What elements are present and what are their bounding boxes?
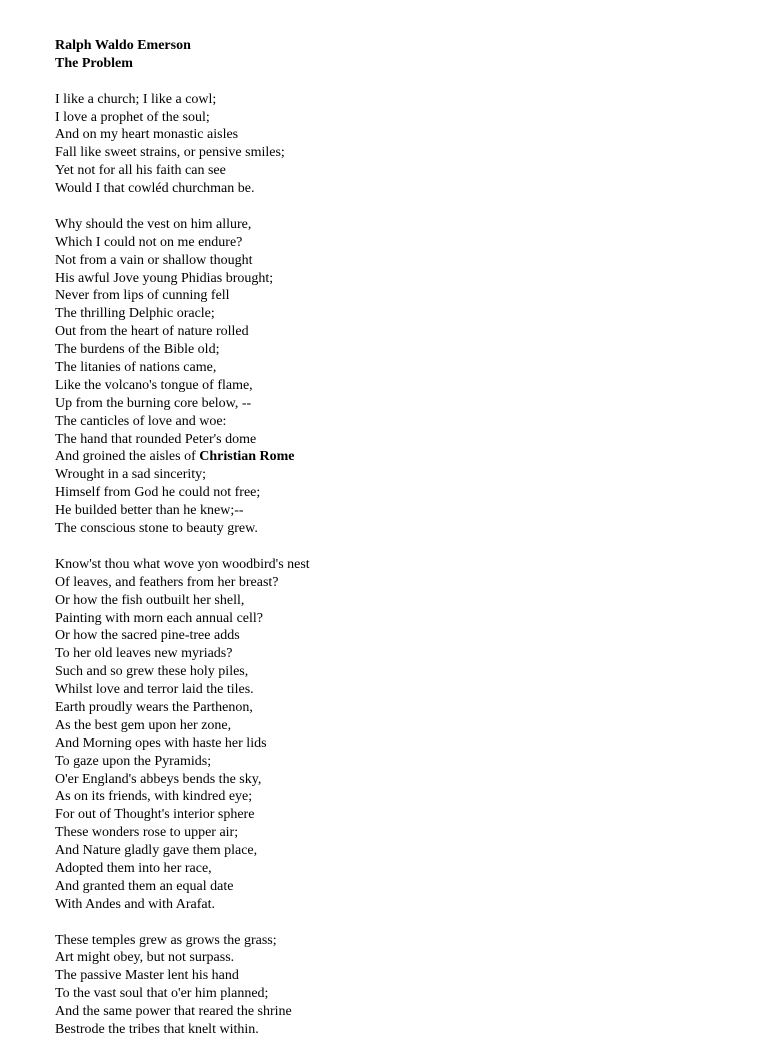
poem-line: Adopted them into her race, <box>55 860 212 876</box>
stanza-3 <box>55 556 735 914</box>
poem-line: I love a prophet of the soul; <box>55 109 210 125</box>
poem-line: Such and so grew these holy piles, <box>55 664 249 680</box>
stanza-4 <box>55 932 735 1039</box>
stanza-gap <box>55 914 735 932</box>
poem-line: Wrought in a sad sincerity; <box>55 467 207 483</box>
poem-line: For out of Thought's interior sphere <box>55 807 255 823</box>
author-name: Ralph Waldo Emerson <box>55 38 191 53</box>
poem-line: Earth proudly wears the Parthenon, <box>55 699 253 715</box>
poem-line: And granted them an equal date <box>55 878 234 894</box>
poem-line: The hand that rounded Peter's dome <box>55 431 257 447</box>
poem-line: I like a church; I like a cowl; <box>55 91 217 107</box>
poem-line: These temples grew as grows the grass; <box>55 932 277 948</box>
poem-line: Fall like sweet strains, or pensive smiles; <box>55 145 285 161</box>
stanza-2 <box>55 216 735 538</box>
poem-line: Out from the heart of nature rolled <box>55 324 249 340</box>
poem-line: Art might obey, but not surpass. <box>55 950 235 966</box>
poem-line: To her old leaves new myriads? <box>55 646 233 662</box>
poem-line: Not from a vain or shallow thought <box>55 252 253 268</box>
poem-line: And on my heart monastic aisles <box>55 127 239 143</box>
poem-line: The canticles of love and woe: <box>55 413 227 429</box>
poem-line: Never from lips of cunning fell <box>55 288 230 304</box>
poem-line: O'er England's abbeys bends the sky, <box>55 771 262 787</box>
stanza-gap <box>55 538 735 556</box>
poem-line: His awful Jove young Phidias brought; <box>55 270 274 286</box>
poem-line-mixed <box>55 448 735 466</box>
poem-line: As on its friends, with kindred eye; <box>55 789 253 805</box>
poem-line: Or how the fish outbuilt her shell, <box>55 592 245 608</box>
stanza-gap <box>55 198 735 216</box>
poem-line: With Andes and with Arafat. <box>55 896 216 912</box>
poem-line: The passive Master lent his hand <box>55 968 239 984</box>
poem-line: These wonders rose to upper air; <box>55 825 239 841</box>
poem-line: He builded better than he knew;-- <box>55 503 244 519</box>
poem-line: Know'st thou what wove yon woodbird's nest <box>55 556 310 572</box>
poem-line: Would I that cowléd churchman be. <box>55 181 255 197</box>
poem-line: To gaze upon the Pyramids; <box>55 753 212 769</box>
highlighted-phrase: Christian Rome <box>199 449 295 465</box>
poem-line: The conscious stone to beauty grew. <box>55 521 258 537</box>
poem-title: The Problem <box>55 55 133 71</box>
poem-line: And Morning opes with haste her lids <box>55 735 267 751</box>
poem-line: And the same power that reared the shrine <box>55 1004 292 1020</box>
poem-line: Whilst love and terror laid the tiles. <box>55 682 254 698</box>
poem-line: Or how the sacred pine-tree adds <box>55 628 240 644</box>
stanza-1 <box>55 91 735 198</box>
poem-line: Painting with morn each annual cell? <box>55 610 263 626</box>
poem-line: The burdens of the Bible old; <box>55 342 220 358</box>
document-page <box>55 37 735 1039</box>
stanza-gap <box>55 73 735 91</box>
poem-line: Like the volcano's tongue of flame, <box>55 377 253 393</box>
poem-line-text: And groined the aisles of <box>55 449 200 465</box>
poem-line: Which I could not on me endure? <box>55 234 243 250</box>
poem-line: Himself from God he could not free; <box>55 485 261 501</box>
poem-line: Bestrode the tribes that knelt within. <box>55 1021 259 1037</box>
poem-line: As the best gem upon her zone, <box>55 717 232 733</box>
poem-line: Up from the burning core below, -- <box>55 395 252 411</box>
poem-line: Of leaves, and feathers from her breast? <box>55 574 279 590</box>
poem-line: The litanies of nations came, <box>55 360 217 376</box>
poem-line: The thrilling Delphic oracle; <box>55 306 215 322</box>
poem-line: Why should the vest on him allure, <box>55 216 252 232</box>
poem-line: To the vast soul that o'er him planned; <box>55 986 269 1002</box>
poem-line: And Nature gladly gave them place, <box>55 843 258 859</box>
poem-line: Yet not for all his faith can see <box>55 163 226 179</box>
